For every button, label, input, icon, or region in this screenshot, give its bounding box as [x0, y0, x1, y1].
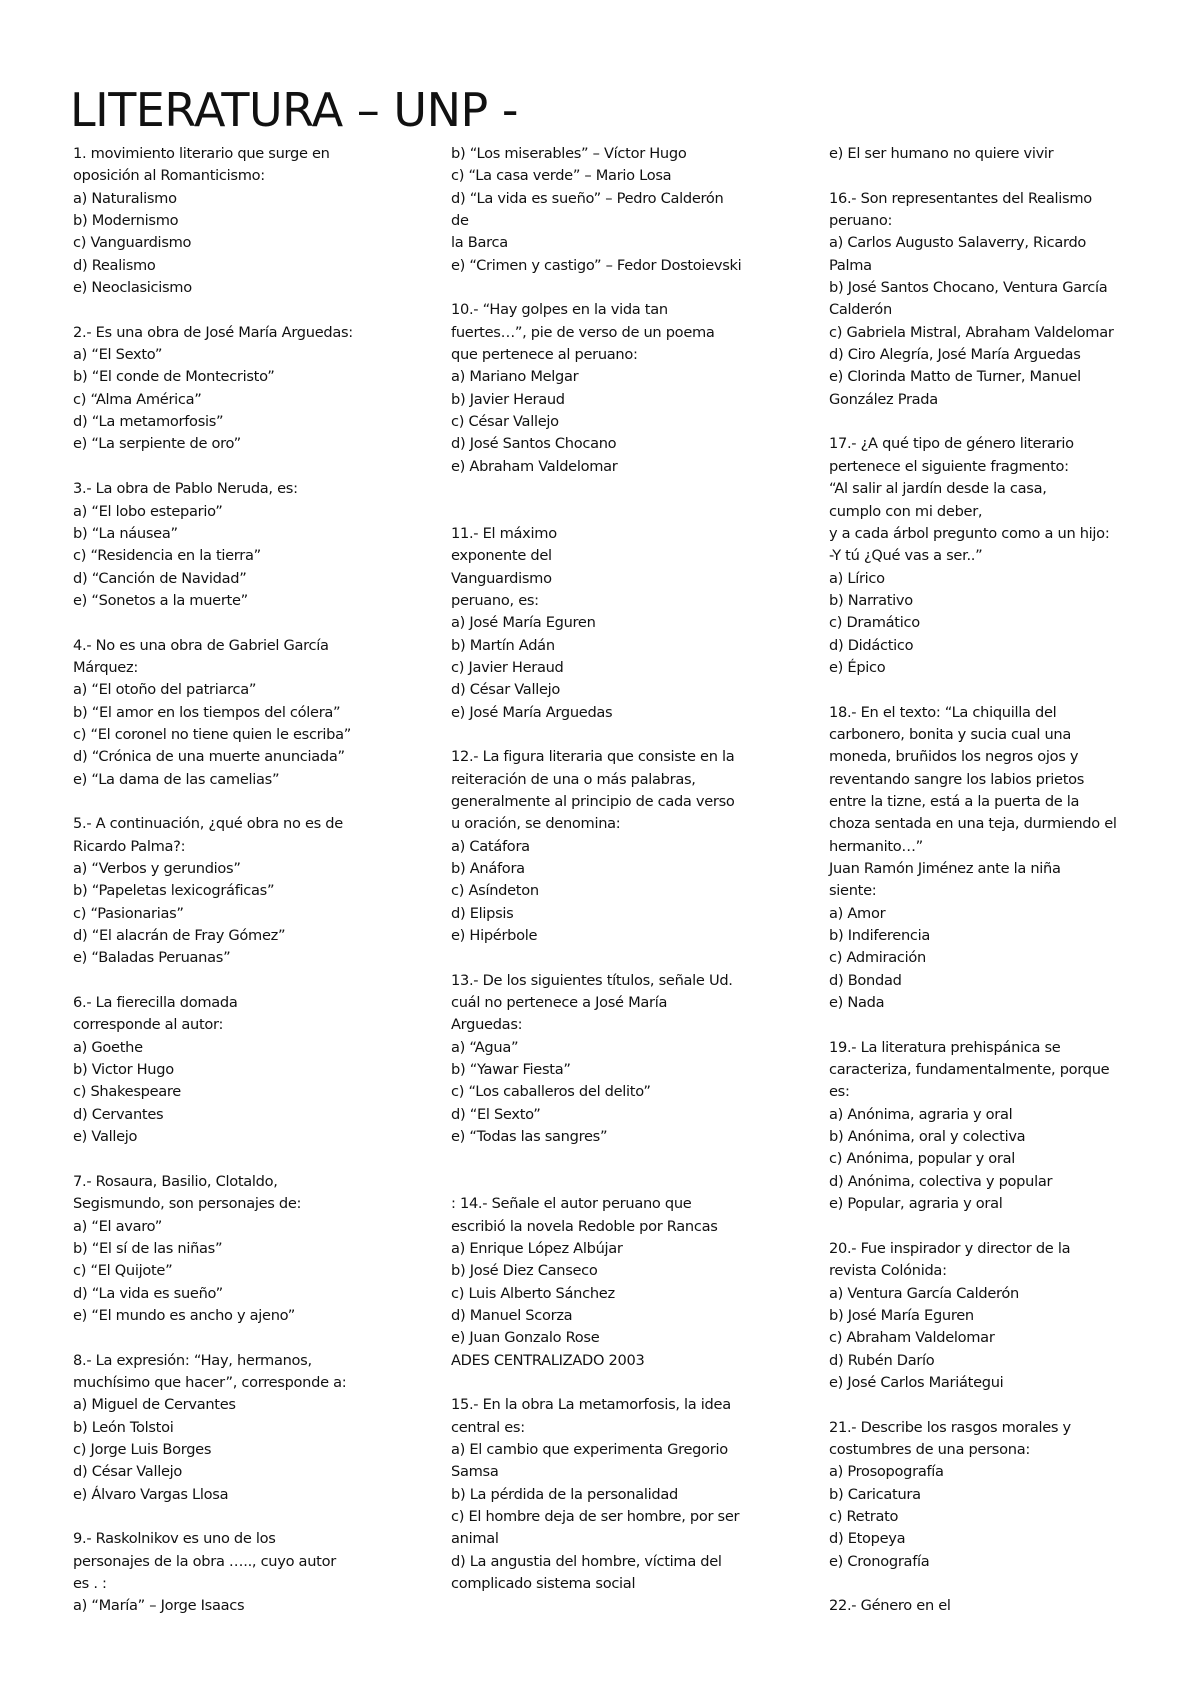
column-3 — [829, 143, 1174, 1618]
text-line: a) Ventura García Calderón — [829, 1284, 1019, 1302]
text-line: 6.- La fierecilla domada — [73, 994, 238, 1012]
blank-line — [829, 165, 1174, 187]
text-line: d) César Vallejo — [451, 681, 561, 699]
text-line: entre la tizne, está a la puerta de la — [829, 792, 1080, 810]
text-line: ADES CENTRALIZADO 2003 — [451, 1351, 645, 1369]
text-line: e) Nada — [829, 994, 885, 1012]
text-line: animal — [451, 1530, 499, 1548]
text-line: d) Anónima, colectiva y popular — [829, 1172, 1053, 1190]
text-line: b) “El sí de las niñas” — [73, 1239, 223, 1257]
text-line: a) Mariano Melgar — [451, 368, 579, 386]
text-line: b) Javier Heraud — [451, 390, 565, 408]
text-line: b) José María Eguren — [829, 1306, 974, 1324]
text-line: Vanguardismo — [451, 569, 552, 587]
text-line: -Y tú ¿Qué vas a ser..” — [829, 547, 983, 565]
blank-line — [73, 970, 423, 992]
text-line: c) Retrato — [829, 1507, 899, 1525]
blank-line — [829, 1394, 1174, 1416]
text-line: a) “El Sexto” — [73, 346, 163, 364]
text-line: e) Épico — [829, 658, 886, 676]
text-line: a) “Verbos y gerundios” — [73, 860, 241, 877]
text-line: b) La pérdida de la personalidad — [451, 1485, 678, 1503]
text-line: b) José Santos Chocano, Ventura García — [829, 279, 1108, 297]
text-line: c) Anónima, popular y oral — [829, 1150, 1016, 1168]
text-line: b) José Diez Canseco — [451, 1262, 598, 1280]
text-line: escribió la novela Redoble por Rancas — [451, 1217, 718, 1235]
page-title: LITERATURA – UNP - — [70, 83, 518, 137]
text-line: e) “Crimen y castigo” – Fedor Dostoievski — [451, 256, 742, 274]
text-line: a) Goethe — [73, 1038, 143, 1056]
text-line: c) “El coronel no tiene quien le escriba” — [73, 725, 351, 743]
text-line: d) “Crónica de una muerte anunciada” — [73, 748, 345, 766]
text-line: Palma — [829, 256, 872, 274]
column-1 — [73, 143, 423, 1618]
text-line: siente: — [829, 882, 877, 900]
text-line: central es: — [451, 1418, 525, 1436]
text-line: a) “El lobo estepario” — [73, 502, 223, 520]
text-line: d) “La vida es sueño” — [73, 1284, 223, 1302]
text-line: b) Anónima, oral y colectiva — [829, 1128, 1026, 1146]
text-line: e) “Todas las sangres” — [451, 1128, 608, 1146]
text-line: Segismundo, son personajes de: — [73, 1195, 302, 1213]
text-line: b) Victor Hugo — [73, 1061, 174, 1079]
text-line: a) El cambio que experimenta Gregorio — [451, 1440, 728, 1458]
text-line: d) José Santos Chocano — [451, 435, 617, 453]
text-line: c) César Vallejo — [451, 413, 559, 431]
text-line: corresponde al autor: — [73, 1016, 224, 1034]
text-line: d) “Canción de Navidad” — [73, 569, 247, 587]
text-line: 5.- A continuación, ¿qué obra no es de — [73, 815, 343, 833]
text-line: c) Javier Heraud — [451, 658, 564, 676]
text-line: b) León Tolstoi — [73, 1418, 174, 1436]
blank-line — [73, 456, 423, 478]
text-line: c) Dramático — [829, 614, 920, 632]
text-line: fuertes…”, pie de verso de un poema — [451, 323, 715, 341]
text-line: a) Lírico — [829, 569, 885, 587]
text-line: c) Luis Alberto Sánchez — [451, 1284, 615, 1302]
blank-line — [73, 1506, 423, 1528]
text-line: b) “Yawar Fiesta” — [451, 1061, 571, 1079]
text-line: e) Clorinda Matto de Turner, Manuel — [829, 368, 1081, 386]
text-line: y a cada árbol pregunto como a un hijo: — [829, 524, 1110, 542]
text-line: reventando sangre los labios prietos — [829, 770, 1085, 788]
blank-line — [451, 1148, 801, 1170]
text-line: 9.- Raskolnikov es uno de los — [73, 1530, 276, 1548]
text-line: c) Asíndeton — [451, 882, 539, 900]
text-line: Juan Ramón Jiménez ante la niña — [829, 860, 1061, 877]
blank-line — [73, 612, 423, 634]
text-line: carbonero, bonita y sucia cual una — [829, 725, 1072, 743]
text-line: c) “Pasionarias” — [73, 904, 184, 922]
text-line: e) Vallejo — [73, 1128, 138, 1146]
text-line: c) Admiración — [829, 949, 926, 967]
text-line: e) Hipérbole — [451, 927, 538, 945]
text-line: choza sentada en una teja, durmiendo el — [829, 815, 1117, 833]
text-line: d) Bondad — [829, 971, 902, 989]
blank-line — [451, 1372, 801, 1394]
text-line: costumbres de una persona: — [829, 1440, 1030, 1458]
blank-line — [451, 501, 801, 523]
text-line: e) “Sonetos a la muerte” — [73, 591, 248, 609]
text-line: reiteración de una o más palabras, — [451, 770, 696, 788]
text-line: b) Indiferencia — [829, 927, 931, 945]
text-line: e) “El mundo es ancho y ajeno” — [73, 1306, 296, 1324]
text-line: 22.- Género en el — [829, 1597, 951, 1615]
text-line: d) “La vida es sueño” – Pedro Calderón — [451, 189, 724, 207]
text-line: b) “Papeletas lexicográficas” — [73, 882, 275, 900]
text-line: personajes de la obra ….., cuyo autor — [73, 1552, 336, 1570]
text-line: c) “Residencia en la tierra” — [73, 547, 261, 565]
text-line: e) “La serpiente de oro” — [73, 435, 241, 453]
text-line: 10.- “Hay golpes en la vida tan — [451, 301, 668, 319]
text-line: e) Neoclasicismo — [73, 279, 192, 297]
text-line: e) Abraham Valdelomar — [451, 457, 618, 475]
text-line: peruano, es: — [451, 591, 539, 609]
text-line: u oración, se denomina: — [451, 815, 621, 833]
text-line: complicado sistema social — [451, 1575, 636, 1592]
text-line: a) José María Eguren — [451, 614, 596, 632]
text-line: d) Didáctico — [829, 636, 914, 654]
text-line: c) “El Quijote” — [73, 1262, 173, 1280]
text-line: caracteriza, fundamentalmente, porque — [829, 1061, 1110, 1079]
text-line: e) Álvaro Vargas Llosa — [73, 1485, 229, 1503]
text-line: e) José María Arguedas — [451, 703, 613, 721]
text-line: c) “Alma América” — [73, 390, 202, 408]
text-line: Márquez: — [73, 658, 138, 676]
text-line: c) “La casa verde” – Mario Losa — [451, 167, 672, 185]
text-line: Samsa — [451, 1463, 499, 1481]
text-line: b) “El amor en los tiempos del cólera” — [73, 703, 341, 721]
text-line: la Barca — [451, 234, 508, 252]
text-line: c) Vanguardismo — [73, 234, 192, 252]
text-line: a) Amor — [829, 904, 886, 922]
text-line: 19.- La literatura prehispánica se — [829, 1038, 1061, 1056]
text-line: 7.- Rosaura, Basilio, Clotaldo, — [73, 1172, 278, 1190]
text-line: d) Manuel Scorza — [451, 1306, 573, 1324]
text-line: exponente del — [451, 547, 552, 565]
text-line: hermanito…” — [829, 837, 923, 855]
text-line: 4.- No es una obra de Gabriel García — [73, 636, 329, 654]
text-line: b) Caricatura — [829, 1485, 921, 1503]
text-line: b) Narrativo — [829, 591, 913, 609]
text-line: revista Colónida: — [829, 1262, 947, 1280]
text-line: e) “Baladas Peruanas” — [73, 949, 231, 967]
text-line: d) Rubén Darío — [829, 1351, 935, 1369]
text-line: b) Anáfora — [451, 860, 525, 877]
text-line: a) Naturalismo — [73, 189, 177, 207]
text-line: 11.- El máximo — [451, 524, 557, 542]
text-line: que pertenece al peruano: — [451, 346, 638, 364]
text-line: peruano: — [829, 212, 893, 230]
blank-line — [451, 1171, 801, 1193]
blank-line — [73, 1148, 423, 1170]
text-line: generalmente al principio de cada verso — [451, 792, 735, 810]
blank-line — [73, 1327, 423, 1349]
blank-line — [451, 478, 801, 500]
text-line: “Al salir al jardín desde la casa, — [829, 480, 1047, 498]
column-2 — [451, 143, 801, 1595]
text-line: González Prada — [829, 390, 938, 408]
text-line: b) Modernismo — [73, 212, 179, 230]
text-line: muchísimo que hacer”, corresponde a: — [73, 1373, 347, 1391]
text-line: e) Popular, agraria y oral — [829, 1195, 1003, 1213]
text-line: d) Ciro Alegría, José María Arguedas — [829, 346, 1081, 364]
text-line: b) “La náusea” — [73, 524, 178, 542]
text-line: cumplo con mi deber, — [829, 502, 983, 520]
text-line: 12.- La figura literaria que consiste en la — [451, 748, 735, 766]
text-line: a) Prosopografía — [829, 1463, 944, 1481]
text-line: a) Anónima, agraria y oral — [829, 1105, 1013, 1123]
text-line: a) “Agua” — [451, 1038, 519, 1056]
text-line: 1. movimiento literario que surge en — [73, 145, 330, 162]
text-line: d) Cervantes — [73, 1105, 164, 1123]
text-line: b) “El conde de Montecristo” — [73, 368, 275, 386]
text-line: 15.- En la obra La metamorfosis, la idea — [451, 1396, 731, 1414]
text-line: 16.- Son representantes del Realismo — [829, 189, 1092, 207]
text-line: d) Elipsis — [451, 904, 514, 922]
text-line: c) Abraham Valdelomar — [829, 1329, 995, 1347]
text-line: d) La angustia del hombre, víctima del — [451, 1552, 722, 1570]
text-line: es: — [829, 1083, 850, 1101]
blank-line — [73, 791, 423, 813]
text-line: oposición al Romanticismo: — [73, 167, 265, 185]
text-line: b) Martín Adán — [451, 636, 555, 654]
text-line: 3.- La obra de Pablo Neruda, es: — [73, 480, 298, 498]
text-line: c) El hombre deja de ser hombre, por ser — [451, 1507, 740, 1525]
text-line: a) Catáfora — [451, 837, 530, 855]
blank-line — [73, 299, 423, 321]
text-line: d) “El Sexto” — [451, 1105, 541, 1123]
text-line: 21.- Describe los rasgos morales y — [829, 1418, 1071, 1436]
text-line: d) Realismo — [73, 256, 156, 274]
text-line: 2.- Es una obra de José María Arguedas: — [73, 323, 353, 341]
blank-line — [829, 411, 1174, 433]
text-line: de — [451, 212, 469, 230]
text-line: d) “El alacrán de Fray Gómez” — [73, 927, 286, 945]
text-line: d) Etopeya — [829, 1530, 906, 1548]
text-line: 17.- ¿A qué tipo de género literario — [829, 435, 1074, 453]
text-line: a) “María” – Jorge Isaacs — [73, 1597, 245, 1615]
blank-line — [829, 1216, 1174, 1238]
text-line: 13.- De los siguientes títulos, señale Ud. — [451, 971, 733, 989]
blank-line — [451, 277, 801, 299]
blank-line — [451, 947, 801, 969]
text-line: 20.- Fue inspirador y director de la — [829, 1239, 1071, 1257]
text-line: e) “La dama de las camelias” — [73, 770, 280, 788]
text-line: d) “La metamorfosis” — [73, 413, 224, 431]
text-line: a) Miguel de Cervantes — [73, 1396, 236, 1414]
text-line: c) Gabriela Mistral, Abraham Valdelomar — [829, 323, 1114, 341]
text-line: cuál no pertenece a José María — [451, 994, 668, 1012]
text-line: : 14.- Señale el autor peruano que — [451, 1195, 692, 1213]
blank-line — [829, 1014, 1174, 1036]
text-line: a) “El avaro” — [73, 1217, 163, 1235]
text-line: e) José Carlos Mariátegui — [829, 1373, 1004, 1391]
text-line: Ricardo Palma?: — [73, 837, 186, 855]
text-line: c) Shakespeare — [73, 1083, 181, 1101]
text-line: Arguedas: — [451, 1016, 523, 1034]
text-line: es . : — [73, 1575, 107, 1592]
text-line: a) “El otoño del patriarca” — [73, 681, 257, 699]
text-line: e) El ser humano no quiere vivir — [829, 145, 1054, 162]
blank-line — [829, 1573, 1174, 1595]
text-line: a) Carlos Augusto Salaverry, Ricardo — [829, 234, 1087, 252]
text-line: Calderón — [829, 301, 892, 319]
text-line: a) Enrique López Albújar — [451, 1239, 623, 1257]
blank-line — [451, 724, 801, 746]
text-line: pertenece el siguiente fragmento: — [829, 457, 1069, 475]
text-line: 8.- La expresión: “Hay, hermanos, — [73, 1351, 312, 1369]
text-line: moneda, bruñidos los negros ojos y — [829, 748, 1079, 766]
text-line: e) Juan Gonzalo Rose — [451, 1329, 600, 1347]
text-line: e) Cronografía — [829, 1552, 930, 1570]
text-line: 18.- En el texto: “La chiquilla del — [829, 703, 1057, 721]
text-line: b) “Los miserables” – Víctor Hugo — [451, 145, 687, 162]
text-line: c) “Los caballeros del delito” — [451, 1083, 651, 1101]
text-line: d) César Vallejo — [73, 1463, 183, 1481]
blank-line — [829, 679, 1174, 701]
text-line: c) Jorge Luis Borges — [73, 1440, 212, 1458]
